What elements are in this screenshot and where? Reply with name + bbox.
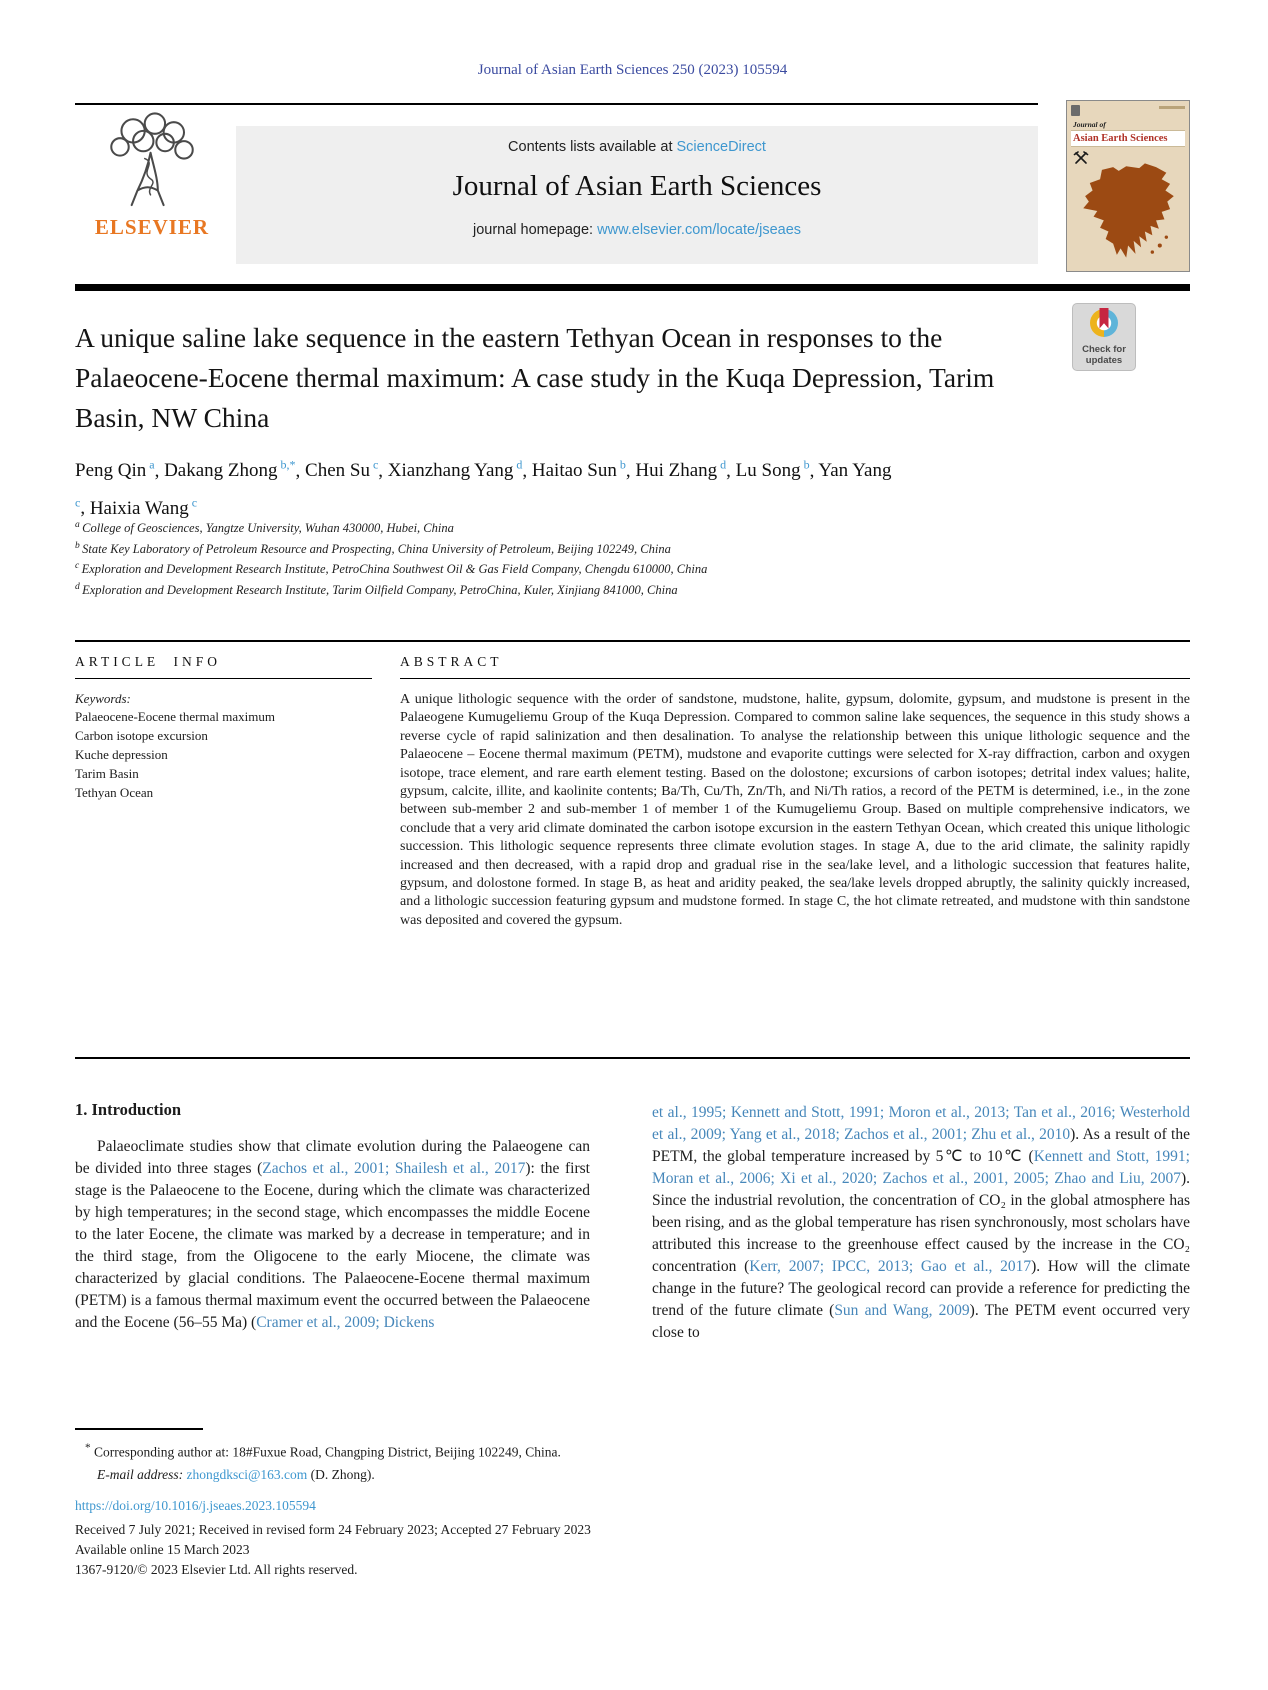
header-divider-bar	[75, 284, 1190, 291]
body-text: ). The PETM event occurred very close to	[652, 1302, 1191, 1341]
article-info-rule	[75, 678, 372, 679]
cover-top-row	[1071, 105, 1185, 117]
citation-link[interactable]: Cramer et al., 2009; Dickens	[256, 1314, 435, 1331]
elsevier-logo-block[interactable]	[78, 112, 226, 240]
affiliation: $^a$ College of Geosciences, Yangtze University, Wuhan 430000, Hubei, China	[75, 520, 454, 536]
email-label: E-mail address:	[97, 1466, 184, 1482]
body-text: ). Since the industrial revolution, the concentration of CO₂ in the global atmosphere has been rising, and as the global temperature has risen synchronously, most scholars have attributed this increase to the greenhouse effect caused by the increase in the CO₂ concentration (	[652, 1170, 1190, 1275]
abstract-heading: ABSTRACT	[400, 654, 503, 669]
elsevier-tree-logo	[100, 112, 204, 208]
author-list: Peng Qin $^a$, Dakang Zhong $^{b,*}$, Chen Su $^c$, Xianzhang Yang $^d$, Haitao Sun $^b$, Hui Zhang $^d$, Lu Song $^b$, Yan Yang $^c$, Haixia Wang $^c$	[75, 458, 892, 519]
journal-title: Journal of Asian Earth Sciences	[452, 170, 822, 202]
body-text: Palaeoclimate studies show that climate evolution during the Palaeogene can be divided into three stages (	[75, 1138, 590, 1177]
journal-reference: Journal of Asian Earth Sciences 250 (2023) 105594	[477, 62, 788, 78]
header-top-rule	[75, 103, 1038, 105]
intro-right-column	[652, 1102, 1190, 1344]
affiliation: $^d$ Exploration and Development Research Institute, Tarim Oilfield Company, PetroChina, Kuler, Xinjiang 841000, China	[75, 581, 678, 598]
keyword: Carbon isotope excursion	[75, 728, 208, 743]
affiliation: $^c$ Exploration and Development Research Institute, PetroChina Southwest Oil & Gas Field Company, Chengdu 610000, China	[75, 561, 708, 577]
cover-journal-of: Journal of	[1073, 120, 1106, 129]
article-info-column	[75, 654, 372, 802]
article-title: A unique saline lake sequence in the eastern Tethyan Ocean in responses to the Palaeocene-Eocene thermal maximum: A case study in the Kuqa Depression, Tarim Basin, NW China	[75, 322, 995, 433]
check-label-line2: updates	[1085, 354, 1123, 366]
article-info-heading: ARTICLE INFO	[75, 654, 222, 669]
author: Dakang Zhong $^{b,*}$	[164, 458, 296, 482]
citation-link[interactable]: et al., 1995; Kennett and Stott, 1991; Moron et al., 2013; Tan et al., 2016; Westerhold et al., 2009; Yang et al., 2018; Zachos et al., 2001; Zhu et al., 2010	[652, 1104, 1190, 1143]
author: Chen Su $^c$	[305, 458, 379, 482]
homepage-line	[236, 222, 1038, 238]
cover-elsevier-mini-logo	[1071, 105, 1080, 116]
author: Peng Qin $^a$	[75, 458, 155, 482]
citation-link[interactable]: Kennett and Stott, 1991; Moran et al., 2006; Xi et al., 2020; Zachos et al., 2001, 2005; Zhao and Liu, 2007	[652, 1148, 1190, 1187]
citation-link[interactable]: Kerr, 2007; IPCC, 2013; Gao et al., 2017	[749, 1258, 1032, 1275]
journal-masthead	[236, 126, 1038, 264]
cover-artwork	[1071, 149, 1185, 267]
available-online: Available online 15 March 2023	[75, 1542, 250, 1557]
abstract-text: A unique lithologic sequence with the order of sandstone, mudstone, halite, gypsum, dolomite, gypsum, and mudstone is present in the Palaeogene Kumugeliemu Group of the Kuqa Depression. Compared to common saline lake sequences, the sequence in this study shows a reverse cycle of rapid salinization and then desalination. To analyse the relationship between this unique lithologic sequence and the Palaeocene – Eocene thermal maximum (PETM), mudstone and evaporite cuttings were selected for X-ray diffraction, carbon and oxygen isotope, trace element, and rare earth element testing. Based on the dolostone; excursions of carbon isotopes; detrital index values; halite, gypsum, calcite, illite, and kaolinite contents; Ba/Th, Cu/Th, Zn/Th, and Ni/Th ratios, a record of the PETM is determined, i.e., in the zone between sub-member 2 and sub-member 1 of member 1 of the Kumugeliemu Group. Based on multiple comprehensive indicators, we conclude that a very arid climate dominated the carbon isotope excursion in the eastern Tethyan Ocean, which created this unique lithologic succession. This lithologic sequence represents three climate evolution stages. In stage A, due to the arid climate, the salinity rapidly increased and then decreased, with a rapid drop and gradual rise in the sea/lake level, and a lithologic succession that features halite, gypsum, and dolostone formed. In stage B, as heat and aridity peaked, the sea/lake levels dropped abruptly, the salinity quickly increased, and a lithologic succession featuring gypsum and mudstone formed. In stage C, the hot climate retreated, and mudstone with thin sandstone was deposited and covered the gypsum.	[400, 692, 1190, 928]
affiliation: $^b$ State Key Laboratory of Petroleum Resource and Prospecting, China University of Petroleum, Beijing 102249, China	[75, 540, 671, 556]
journal-homepage-link[interactable]: www.elsevier.com/locate/jseaes	[597, 222, 802, 238]
author: Haixia Wang $^c$	[89, 495, 198, 519]
author: Hui Zhang $^d$	[635, 458, 727, 482]
author: Yan Yang $^c$	[75, 460, 892, 510]
abstract-rule	[400, 678, 1190, 679]
cover-title: Asian Earth Sciences	[1071, 130, 1185, 147]
author: Haitao Sun $^b$	[531, 458, 626, 482]
affiliation-list	[75, 517, 1095, 600]
body-text: ). How will the climate change in the future? The geological record can provide a reference for predicting the trend of the future climate (	[652, 1258, 1191, 1319]
corresponding-author-note	[75, 1437, 815, 1486]
abstract-column	[400, 654, 1190, 930]
keyword: Kuche depression	[75, 747, 168, 762]
contents-prefix: Contents lists available at	[508, 139, 677, 155]
elsevier-wordmark: ELSEVIER	[94, 215, 210, 239]
journal-cover-thumbnail[interactable]	[1066, 100, 1190, 272]
corresponding-author-text: Corresponding author at: 18#Fuxue Road, Changping District, Beijing 102249, China.	[94, 1444, 561, 1460]
crossmark-icon	[1089, 308, 1119, 338]
footnote-divider	[75, 1428, 203, 1430]
keywords-label: Keywords:	[75, 691, 131, 706]
check-for-updates-label	[1073, 345, 1135, 366]
received-dates: Received 7 July 2021; Received in revised form 24 February 2023; Accepted 27 February 2023	[75, 1522, 591, 1537]
asia-map-graphic	[1075, 155, 1183, 267]
contents-line	[236, 139, 1038, 155]
author: Xianzhang Yang $^d$	[387, 458, 523, 482]
email-suffix: (D. Zhong).	[310, 1466, 375, 1482]
body-text: ): the first stage is the Palaeocene to the Eocene, during which the climate was characterized by high temperatures; in the second stage, which encompasses the middle Eocene to the later Eocene, the climate was marked by a decrease in temperature; and in the third stage, from the Oligocene to the early Miocene, the climate was characterized by glacial conditions. The Palaeocene-Eocene thermal maximum (PETM) is a famous thermal maximum event the occurred between the Palaeocene and the Eocene (56–55 Ma) (	[75, 1160, 590, 1331]
body-text: ). As a result of the PETM, the global temperature increased by 5℃ to 10℃ (	[652, 1126, 1190, 1165]
email-line	[75, 1464, 815, 1486]
footnote-asterisk: *	[85, 1442, 91, 1454]
cover-issue-text	[1159, 106, 1185, 109]
check-label-line1: Check for	[1082, 344, 1126, 355]
citation-link[interactable]: Sun and Wang, 2009	[834, 1302, 970, 1319]
email-link[interactable]: zhongdksci@163.com	[186, 1466, 308, 1482]
intro-left-column	[75, 1136, 590, 1334]
check-for-updates-badge[interactable]	[1072, 303, 1136, 371]
section-heading-introduction: 1. Introduction	[75, 1100, 182, 1119]
keywords-list	[75, 707, 372, 802]
article-info-abstract-block	[75, 640, 1190, 1060]
keyword: Palaeocene-Eocene thermal maximum	[75, 709, 275, 724]
keyword: Tarim Basin	[75, 766, 139, 781]
homepage-prefix: journal homepage:	[472, 222, 598, 238]
citation-link[interactable]: Zachos et al., 2001; Shailesh et al., 2017	[262, 1160, 526, 1177]
doi-link[interactable]: https://doi.org/10.1016/j.jseaes.2023.105594	[75, 1498, 316, 1513]
keyword: Tethyan Ocean	[75, 785, 154, 800]
info-block-bottom-rule	[75, 1057, 1190, 1059]
sciencedirect-link[interactable]: ScienceDirect	[676, 139, 766, 155]
info-block-top-rule	[75, 640, 1190, 642]
corresponding-author-line	[75, 1437, 815, 1464]
author: Lu Song $^b$	[735, 458, 810, 482]
issn-copyright: 1367-9120/© 2023 Elsevier Ltd. All rights reserved.	[75, 1562, 358, 1577]
